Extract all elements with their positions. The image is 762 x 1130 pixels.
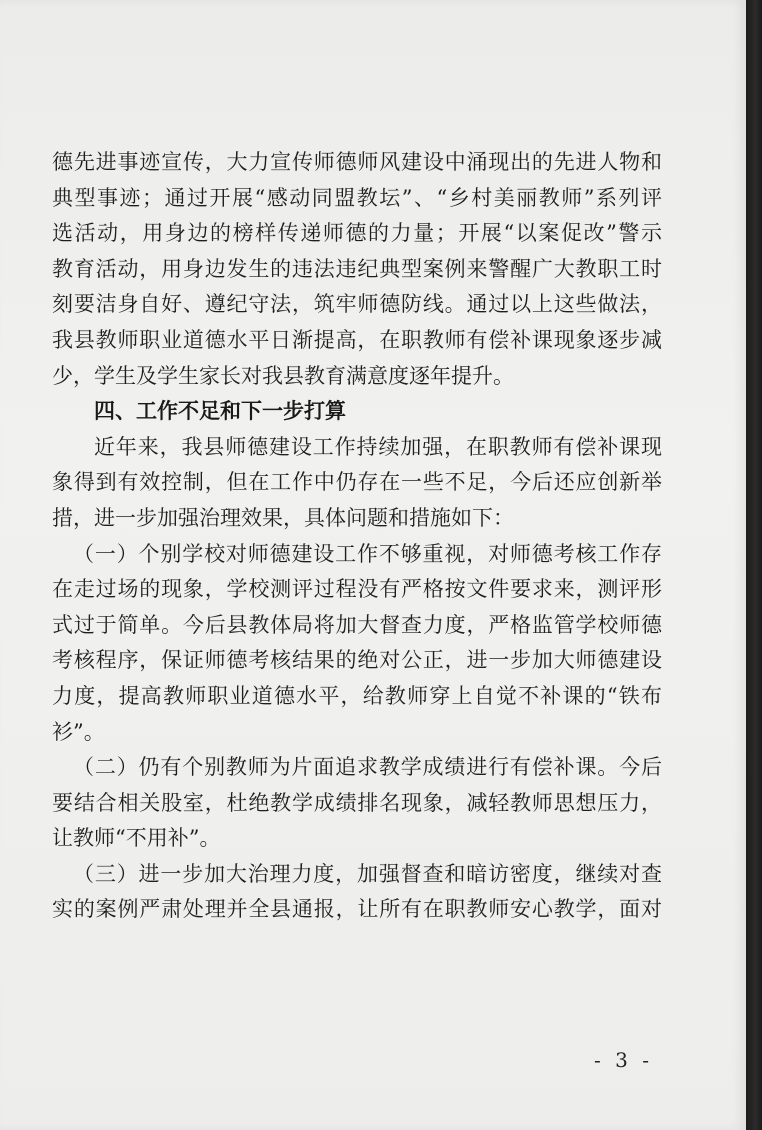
list-item-line: 让教师“不用补”。 [52, 826, 221, 851]
document-body [52, 145, 662, 928]
list-item-line: 力度，提高教师职业道德水平，给教师穿上自觉不补课的“铁布 [52, 683, 662, 708]
list-item-line: 衫”。 [52, 719, 105, 744]
body-line: 选活动，用身边的榜样传递师德的力量；开展“以案促改”警示 [52, 221, 662, 246]
list-item-line: （一）个别学校对师德建设工作不够重视，对师德考核工作存 [73, 541, 662, 566]
body-line: 象得到有效控制，但在工作中仍存在一些不足，今后还应创新举 [52, 470, 662, 495]
list-item-line: 式过于简单。今后县教体局将加大督查力度，严格监管学校师德 [52, 612, 662, 637]
list-item-line: 要结合相关股室，杜绝教学成绩排名现象，减轻教师思想压力， [52, 790, 662, 815]
list-item-line: 考核程序，保证师德考核结果的绝对公正，进一步加大师德建设 [52, 648, 662, 673]
body-line: 德先进事迹宣传，大力宣传师德师风建设中涌现出的先进人物和 [52, 150, 662, 174]
page-edge-shadow [746, 0, 762, 1130]
body-line: 少，学生及学生家长对我县教育满意度逐年提升。 [52, 363, 514, 388]
page-number: - 3 - [594, 1048, 653, 1072]
body-line: 措，进一步加强治理效果，具体问题和措施如下： [52, 505, 514, 530]
body-line: 我县教师职业道德水平日渐提高，在职教师有偿补课现象逐步减 [52, 327, 662, 352]
list-item-line: （三）进一步加大治理力度，加强督查和暗访密度，继续对查 [73, 861, 662, 886]
list-item-line: 在走过场的现象，学校测评过程没有严格按文件要求来，测评形 [52, 577, 662, 602]
body-line: 典型事迹；通过开展“感动同盟教坛”、“乡村美丽教师”系列评 [52, 185, 662, 210]
body-line: 刻要洁身自好、遵纪守法，筑牢师德防线。通过以上这些做法， [52, 292, 662, 317]
body-line: 教育活动，用身边发生的违法违纪典型案例来警醒广大教职工时 [52, 256, 662, 281]
list-item-line: （二）仍有个别教师为片面追求教学成绩进行有偿补课。今后 [73, 755, 662, 780]
section-heading: 四、工作不足和下一步打算 [94, 399, 346, 424]
list-item-line: 实的案例严肃处理并全县通报，让所有在职教师安心教学，面对 [52, 897, 662, 922]
body-line: 近年来，我县师德建设工作持续加强，在职教师有偿补课现 [94, 434, 662, 459]
